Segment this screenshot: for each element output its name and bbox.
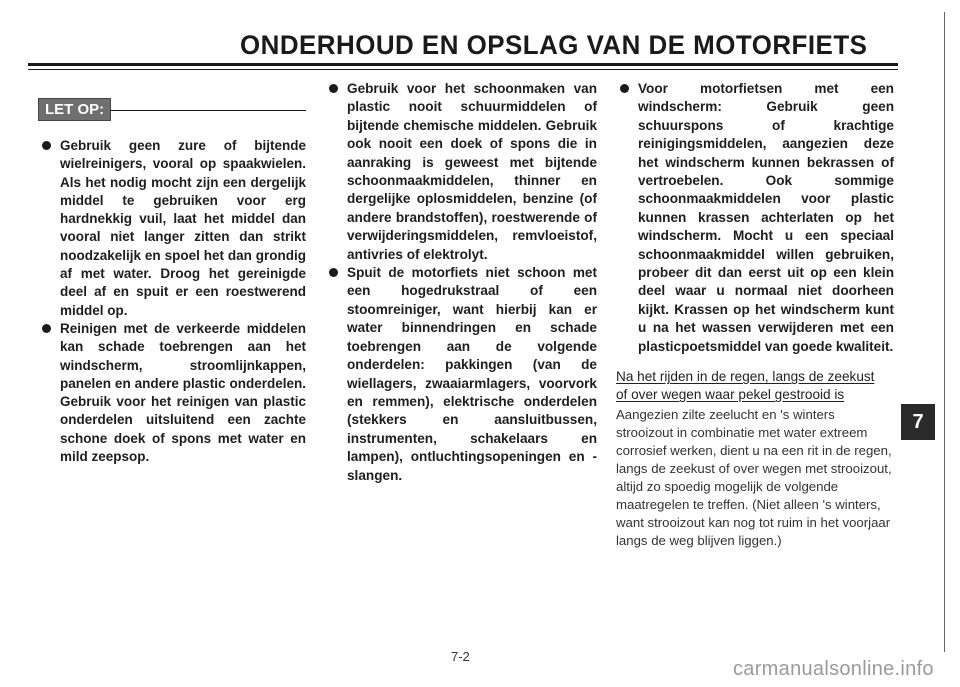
notice-rule xyxy=(110,110,306,111)
bullet-icon xyxy=(620,84,629,93)
column-left xyxy=(38,98,306,466)
bullet-text: Spuit de motorfiets niet schoon met een hogedrukstraal of een stoomreiniger, want hierbij kan er water binnendringen en schade toebrengen aan de volgende onderdelen: pakkingen (van de wiellagers, zwaaiarmlagers, voorvork en remmen), elektrische onderdelen (stekkers en aansluitbussen, instrumenten, schakelaars en lampen), ontluchtingsopeningen en -slangen. xyxy=(347,265,597,483)
column-middle xyxy=(325,80,597,485)
bullet-item xyxy=(325,80,597,264)
section-heading: Na het rijden in de regen, langs de zeekust of over wegen waar pekel gestrooid is xyxy=(616,369,875,403)
title-rule-thin xyxy=(28,69,898,70)
bullet-list xyxy=(325,80,597,485)
column-right xyxy=(616,80,894,550)
bullet-icon xyxy=(42,324,51,333)
page-title: ONDERHOUD EN OPSLAG VAN DE MOTORFIETS xyxy=(240,30,868,60)
watermark: carmanualsonline.info xyxy=(733,658,934,680)
bullet-item xyxy=(325,264,597,485)
bullet-item xyxy=(38,137,306,320)
page-number: 7-2 xyxy=(451,649,470,664)
bullet-item xyxy=(38,320,306,466)
bullet-icon xyxy=(329,268,338,277)
bullet-text: Gebruik geen zure of bijtende wielreinigers, vooral op spaakwielen. Als het nodig mocht zijn een dergelijk middel te gebruiken voor erg hardnekkig vuil, laat het middel dan vooral niet langer zitten dan strikt noodzakelijk en spoel het dan grondig af met water. Droog het gereinigde deel af en spuit er een roestwerend middel op. xyxy=(60,138,306,318)
bullet-icon xyxy=(42,141,51,150)
bullet-list xyxy=(616,80,894,356)
chapter-tab: 7 xyxy=(901,404,935,440)
bullet-text: Gebruik voor het schoonmaken van plastic nooit schuurmiddelen of bijtende chemische middelen. Gebruik ook nooit een doek of spons die in aanraking is geweest met bijtende schoonmaakmiddelen, thinner en dergelijke oplosmiddelen, benzine (of andere brandstoffen), roestwerende of verwijderingsmiddelen, remvloeistof, antivries of elektrolyt. xyxy=(347,81,597,262)
bullet-icon xyxy=(329,84,338,93)
bullet-text: Voor motorfietsen met een windscherm: Gebruik geen schuurspons of krachtige reinigingsmiddelen, aangezien deze het windscherm kunnen bekrassen of vertroebelen. Ook sommige schoonmaakmiddelen voor plastic kunnen krassen achterlaten op het windscherm. Mocht u een speciaal schoonmaakmiddel willen gebruiken, probeer dit dan eerst uit op een klein deel waar u normaal niet doorheen kijkt. Krassen op het windscherm kunt u na het wassen verwijderen met een plasticpoetsmiddel van goede kwaliteit. xyxy=(638,81,894,354)
notice-bullet-list xyxy=(38,137,306,466)
bullet-text: Reinigen met de verkeerde middelen kan schade toebrengen aan het windscherm, stroomlijnkappen, panelen en andere plastic onderdelen. Gebruik voor het reinigen van plastic onderdelen uitsluitend een zachte schone doek of spons met water en mild zeepsop. xyxy=(60,320,306,465)
title-rule xyxy=(28,63,898,66)
section-body: Aangezien zilte zeelucht en 's winters strooizout in combinatie met water extreem corrosief werken, dient u na een rit in de regen, langs de zeekust of over wegen met strooizout, altijd zo spoedig mogelijk de volgende maatregelen te treffen. (Niet alleen 's winters, want strooizout kan nog tot ruim in het voorjaar langs de weg blijven liggen.) xyxy=(616,407,892,549)
page-edge-line xyxy=(944,12,945,652)
bullet-item xyxy=(616,80,894,356)
notice-label: LET OP: xyxy=(38,98,111,121)
